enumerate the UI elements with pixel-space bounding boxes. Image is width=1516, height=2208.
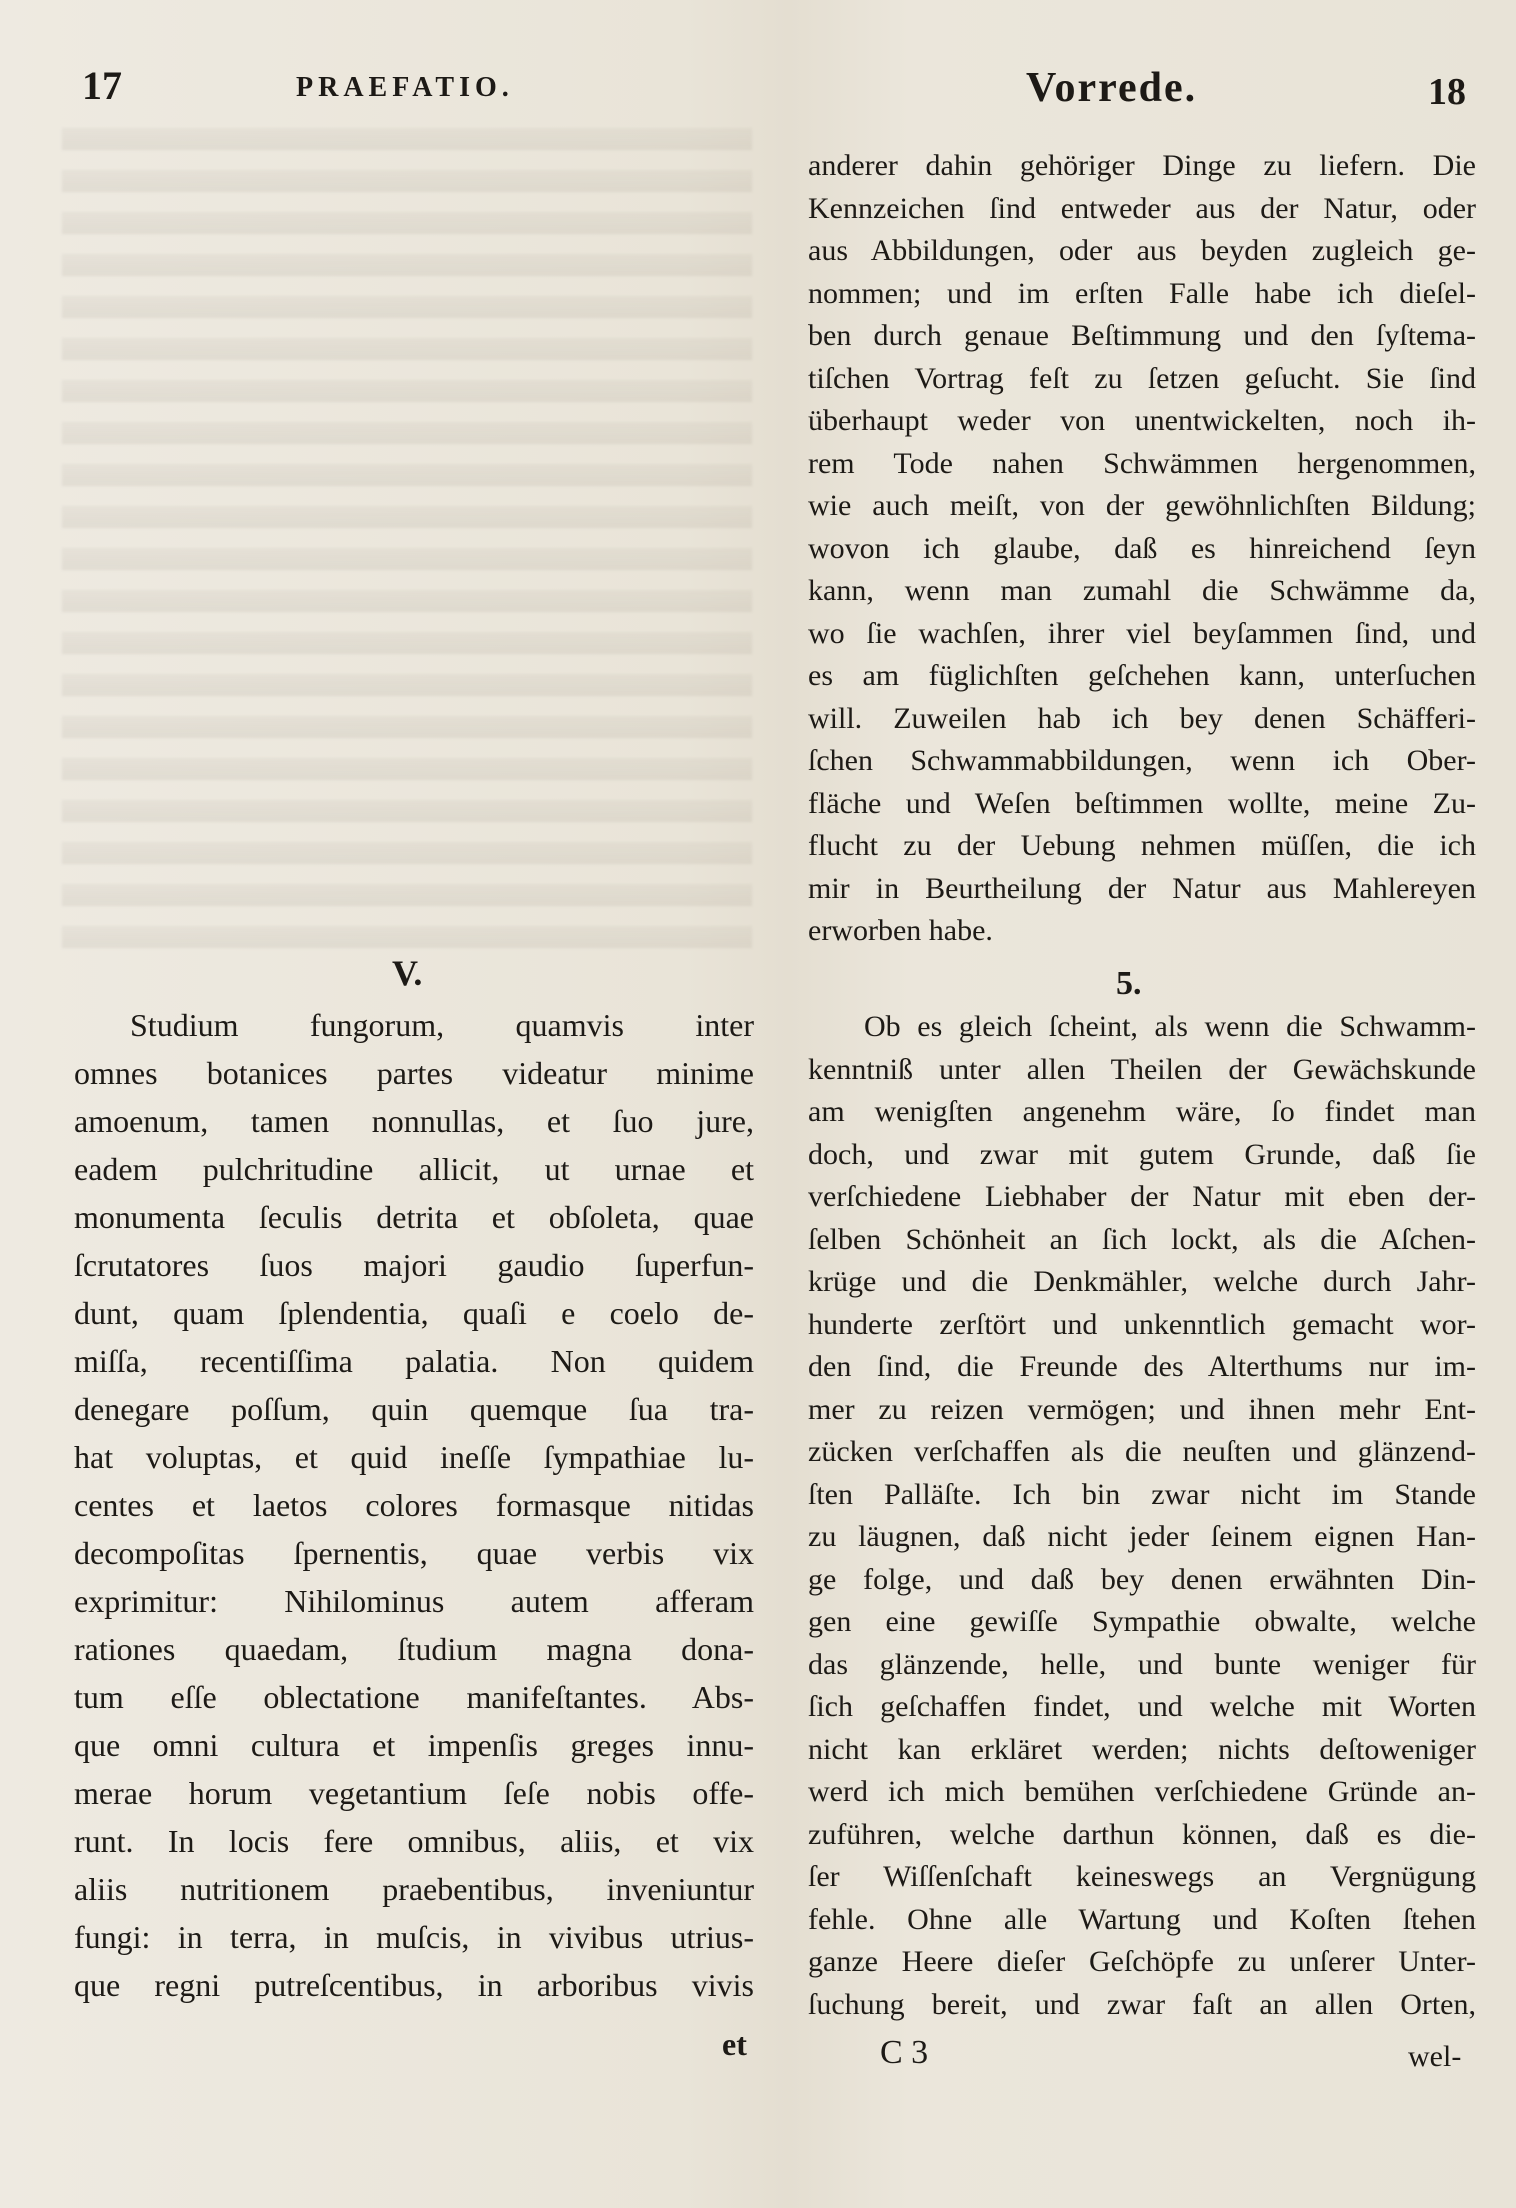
text-line: miſſa, recentiſſima palatia. Non quidem: [74, 1343, 754, 1379]
text-line: ſer Wiſſenſchaft keineswegs an Vergnügung: [808, 1860, 1476, 1893]
text-line: amoenum, tamen nonnullas, et ſuo jure,: [74, 1103, 754, 1139]
text-line: aus Abbildungen, oder aus beyden zugleich ge-: [808, 234, 1476, 267]
text-line: wovon ich glaube, daß es hinreichend ſeyn: [808, 531, 1476, 565]
text-line: will. Zuweilen hab ich bey denen Schäfferi-: [808, 701, 1476, 735]
left-section-number: V.: [392, 953, 423, 993]
right-running-title: Vorrede.: [1026, 65, 1198, 111]
text-line: zuführen, welche darthun können, daß es die-: [808, 1817, 1476, 1851]
text-line: Kennzeichen ſind entweder aus der Natur, oder: [808, 191, 1476, 225]
text-line: hunderte zerſtört und unkenntlich gemacht wor-: [808, 1307, 1476, 1341]
text-line: exprimitur: Nihilominus autem afferam: [74, 1583, 754, 1619]
text-line: omnes botanices partes videatur minime: [74, 1055, 754, 1091]
right-column-top: [808, 145, 1476, 953]
text-line: aliis nutritionem praebentibus, inveniuntur: [74, 1871, 754, 1907]
text-line: wo ſie wachſen, ihrer viel beyſammen ſind, und: [808, 616, 1476, 650]
text-line: denegare poſſum, quin quemque ſua tra-: [74, 1391, 754, 1427]
text-line: fläche und Weſen beſtimmen wollte, meine Zu-: [808, 786, 1476, 820]
text-line: tiſchen Vortrag feſt zu ſetzen geſucht. Sie ſind: [808, 361, 1476, 395]
text-line: nommen; und im erſten Falle habe ich dieſel-: [808, 276, 1476, 310]
text-line: ſuchung bereit, und zwar faſt an allen Orten,: [808, 1987, 1476, 2021]
text-line: flucht zu der Uebung nehmen müſſen, die ich: [808, 829, 1476, 862]
text-line: werd ich mich bemühen verſchiedene Gründe an-: [808, 1775, 1476, 1808]
left-catchword: et: [722, 2026, 747, 2062]
text-line: verſchiedene Liebhaber der Natur mit eben der-: [808, 1180, 1476, 1213]
text-line: Studium fungorum, quamvis inter: [130, 1007, 754, 1043]
text-line: ſcrutatores ſuos majori gaudio ſuperfun-: [74, 1247, 754, 1283]
text-line: ganze Heere dieſer Geſchöpfe zu unſerer Unter-: [808, 1945, 1476, 1978]
text-line: decompoſitas ſpernentis, quae verbis vix: [74, 1535, 754, 1571]
right-page-number: 18: [1428, 71, 1466, 113]
right-column-bottom: [808, 1006, 1476, 2026]
text-line: nicht kan erkläret werden; nichts deſtoweniger: [808, 1732, 1476, 1766]
text-line: das glänzende, helle, und bunte weniger für: [808, 1647, 1476, 1681]
right-catchword: wel-: [1408, 2040, 1462, 2073]
right-section-number: 5.: [1116, 965, 1142, 1002]
text-line: doch, und zwar mit gutem Grunde, daß ſie: [808, 1137, 1476, 1171]
signature-mark: C 3: [880, 2034, 929, 2071]
text-line: runt. In locis fere omnibus, aliis, et vix: [74, 1823, 754, 1859]
text-line: monumenta ſeculis detrita et obſoleta, quae: [74, 1199, 754, 1235]
text-line: überhaupt weder von unentwickelten, noch ih-: [808, 404, 1476, 437]
text-line: ben durch genaue Beſtimmung und den ſyſtema-: [808, 319, 1476, 352]
text-line: dunt, quam ſplendentia, quaſi e coelo de-: [74, 1295, 754, 1331]
text-line: zücken verſchaffen als die neuſten und glänzend-: [808, 1435, 1476, 1468]
left-column: [74, 1001, 754, 2009]
text-line: fungi: in terra, in muſcis, in vivibus utrius-: [74, 1919, 754, 1955]
text-line: ſten Palläſte. Ich bin zwar nicht im Stande: [808, 1477, 1476, 1511]
text-line: merae horum vegetantium ſeſe nobis offe-: [74, 1775, 754, 1811]
text-line: ſich geſchaffen findet, und welche mit Worten: [808, 1690, 1476, 1723]
text-line: que regni putreſcentibus, in arboribus vivis: [74, 1967, 754, 2003]
text-line: erworben habe.: [808, 914, 993, 947]
text-line: rem Tode nahen Schwämmen hergenommen,: [808, 446, 1476, 480]
left-page-number: 17: [82, 63, 122, 108]
text-line: hat voluptas, et quid ineſſe ſympathiae lu-: [74, 1439, 754, 1475]
text-line: ſelben Schönheit an ſich lockt, als die Aſchen-: [808, 1222, 1476, 1256]
text-line: fehle. Ohne alle Wartung und Koſten ſtehen: [808, 1902, 1476, 1936]
text-line: tum eſſe oblectatione manifeſtantes. Abs-: [74, 1679, 754, 1715]
text-line: centes et laetos colores formasque nitidas: [74, 1487, 754, 1523]
text-line: ſchen Schwammabbildungen, wenn ich Ober-: [808, 744, 1476, 777]
text-line: am wenigſten angenehm wäre, ſo findet man: [808, 1095, 1476, 1128]
text-line: kenntniß unter allen Theilen der Gewächskunde: [808, 1052, 1476, 1086]
text-line: eadem pulchritudine allicit, ut urnae et: [74, 1151, 754, 1187]
left-running-title: PRAEFATIO.: [296, 72, 514, 103]
text-line: ge folge, und daß bey denen erwähnten Din-: [808, 1562, 1476, 1596]
text-line: que omni cultura et impenſis greges innu-: [74, 1727, 754, 1763]
text-line: zu läugnen, daß nicht jeder ſeinem eignen Han-: [808, 1520, 1476, 1553]
text-line: anderer dahin gehöriger Dinge zu liefern. Die: [808, 149, 1476, 182]
show-through-text: [62, 128, 752, 948]
text-line: krüge und die Denkmähler, welche durch Jahr-: [808, 1265, 1476, 1298]
text-line: rationes quaedam, ſtudium magna dona-: [74, 1631, 754, 1667]
text-line: es am füglichſten geſchehen kann, unterſuchen: [808, 659, 1476, 692]
text-line: Ob es gleich ſcheint, als wenn die Schwamm-: [864, 1010, 1476, 1043]
text-line: mer zu reizen vermögen; und ihnen mehr Ent-: [808, 1392, 1476, 1426]
text-line: gen eine gewiſſe Sympathie obwalte, welche: [808, 1605, 1476, 1638]
text-line: mir in Beurtheilung der Natur aus Mahlereyen: [808, 871, 1476, 905]
text-line: kann, wenn man zumahl die Schwämme da,: [808, 574, 1476, 607]
text-line: wie auch meiſt, von der gewöhnlichſten Bildung;: [808, 489, 1476, 522]
text-line: den ſind, die Freunde des Alterthums nur im-: [808, 1350, 1476, 1383]
